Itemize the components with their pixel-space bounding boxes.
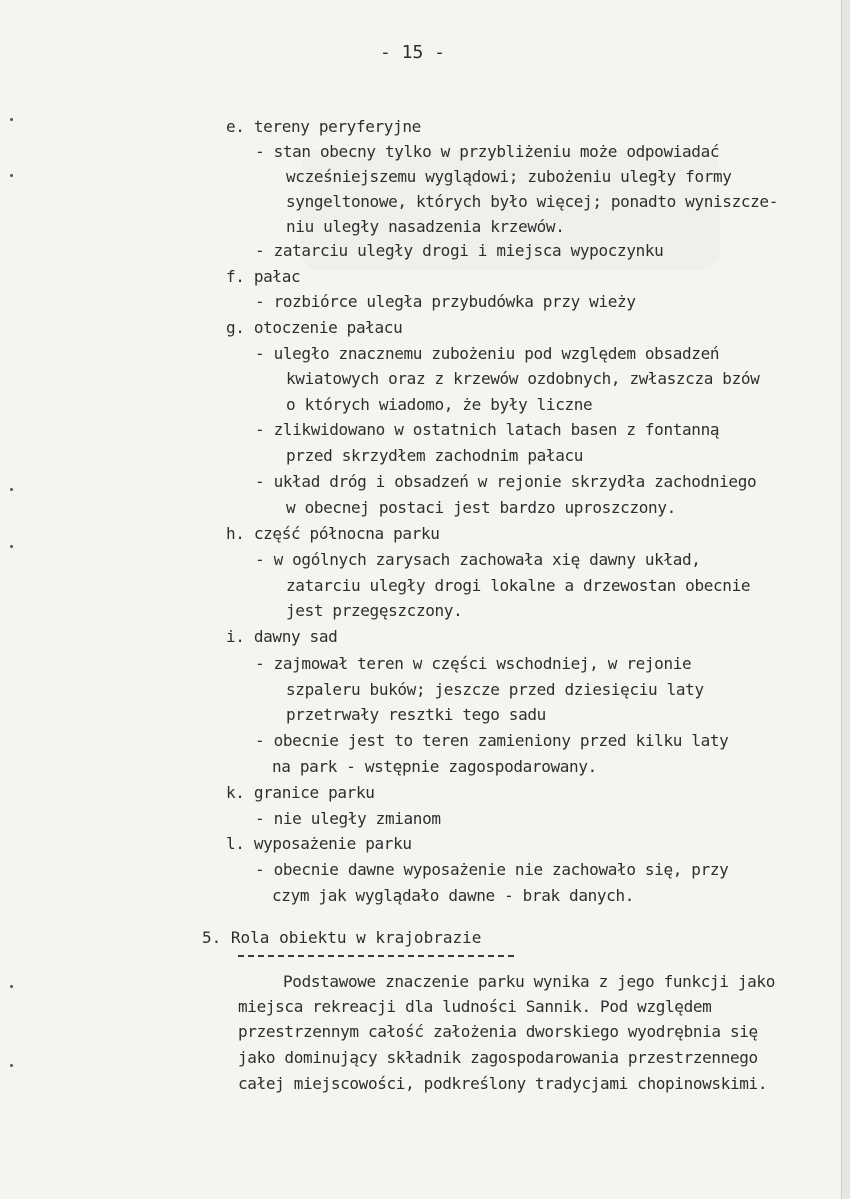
text-line: szpaleru buków; jeszcze przed dziesięciu laty [286,680,704,699]
item-heading-e: e. tereny peryferyjne [226,117,421,136]
item-heading-i: i. dawny sad [226,627,338,646]
text-line: - stan obecny tylko w przybliżeniu może odpowiadać [255,142,720,161]
text-line: - obecnie dawne wyposażenie nie zachowało się, przy [255,860,729,879]
text-line: - układ dróg i obsadzeń w rejonie skrzydła zachodniego [255,472,757,491]
margin-mark [10,1064,13,1067]
text-line: o których wiadomo, że były liczne [286,395,593,414]
margin-mark [10,545,13,548]
text-line: - uległo znacznemu zubożeniu pod względem obsadzeń [255,344,720,363]
text-line: wcześniejszemu wyglądowi; zubożeniu uległy formy [286,167,732,186]
paragraph-line: całej miejscowości, podkreślony tradycjami chopinowskimi. [238,1074,768,1093]
text-line: przed skrzydłem zachodnim pałacu [286,446,584,465]
section-title: Rola obiektu w krajobrazie [230,928,482,947]
text-line: - zlikwidowano w ostatnich latach basen z fontanną [255,420,720,439]
paragraph-line: miejsca rekreacji dla ludności Sannik. Pod względem [238,997,712,1016]
heading-underline [238,955,514,957]
text-line: - nie uległy zmianom [255,809,441,828]
paragraph-line: przestrzennym całość założenia dworskiego wyodrębnia się [238,1022,758,1041]
item-heading-k: k. granice parku [226,783,375,802]
margin-mark [10,174,13,177]
item-heading-h: h. część północna parku [226,524,440,543]
section-number: 5. [202,928,222,947]
margin-mark [10,118,13,121]
text-line: zatarciu uległy drogi lokalne a drzewostan obecnie [286,576,751,595]
page-edge [841,0,850,1199]
margin-mark [10,488,13,491]
text-line: przetrwały resztki tego sadu [286,705,546,724]
text-line: jest przegęszczony. [286,601,463,620]
margin-mark [10,985,13,988]
item-heading-g: g. otoczenie pałacu [226,318,403,337]
text-line: - zajmował teren w części wschodniej, w rejonie [255,654,692,673]
paragraph-line: jako dominujący składnik zagospodarowania przestrzennego [238,1048,758,1067]
text-line: - obecnie jest to teren zamieniony przed kilku laty [255,731,729,750]
text-line: - rozbiórce uległa przybudówka przy wieży [255,292,636,311]
item-heading-f: f. pałac [226,267,301,286]
text-line: czym jak wyglądało dawne - brak danych. [272,886,635,905]
item-heading-l: l. wyposażenie parku [226,834,412,853]
section-5-heading [202,928,481,947]
page-number: - 15 - [380,42,446,63]
text-line: - w ogólnych zarysach zachowała xię dawny układ, [255,550,701,569]
text-line: syngeltonowe, których było więcej; ponadto wyniszcze- [286,192,778,211]
text-line: kwiatowych oraz z krzewów ozdobnych, zwłaszcza bzów [286,369,760,388]
text-line: w obecnej postaci jest bardzo uproszczony. [286,498,676,517]
text-line: - zatarciu uległy drogi i miejsca wypoczynku [255,241,664,260]
text-line: niu uległy nasadzenia krzewów. [286,217,565,236]
paragraph-line: Podstawowe znaczenie parku wynika z jego funkcji jako [283,972,775,991]
text-line: na park - wstępnie zagospodarowany. [272,757,597,776]
